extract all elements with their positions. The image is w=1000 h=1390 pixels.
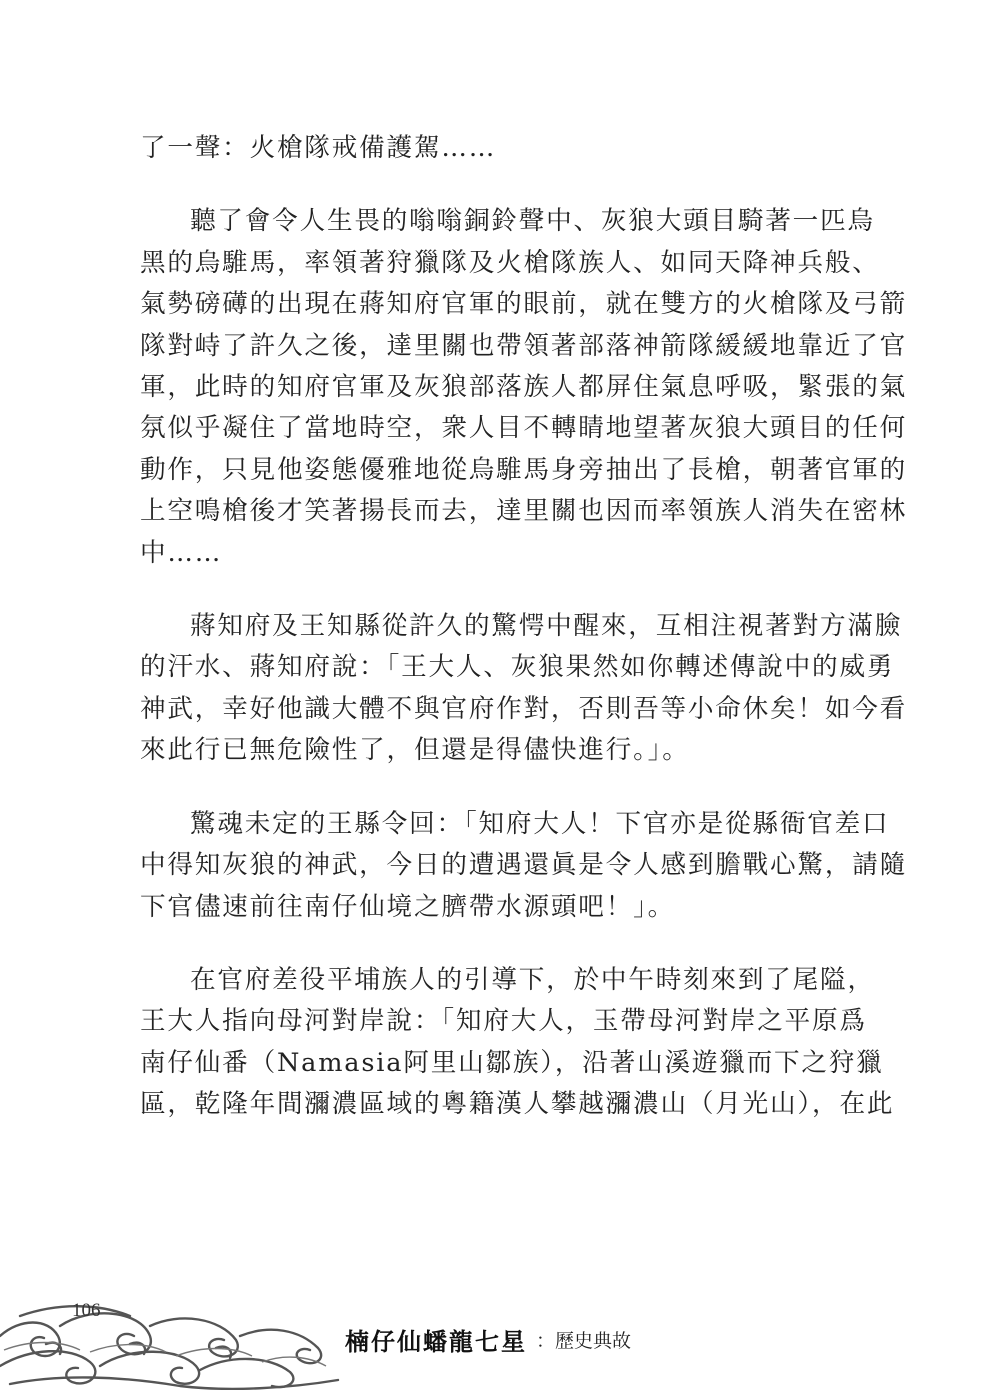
paragraph-5 [140,960,895,1126]
text-line: 中…… [140,537,223,568]
paragraph-4 [140,804,908,928]
page-body [140,128,908,1158]
text-line: 南仔仙番（Namasia阿里山鄒族），沿著山溪遊獵而下之狩獵 [140,1047,884,1078]
text-line: 蔣知府及王知縣從許久的驚愕中醒來，互相注視著對方滿臉 [190,611,903,642]
wave-ornament-icon [0,1296,340,1390]
text-line: 軍，此時的知府官軍及灰狼部落族人都屏住氣息呼吸，緊張的氣 [140,372,908,403]
text-line: 聽了會令人生畏的嗡嗡銅鈴聲中、灰狼大頭目騎著一匹烏 [190,206,875,237]
text-line: 隊對峙了許久之後，達里關也帶領著部落神箭隊緩緩地靠近了官 [140,330,908,361]
text-line: 區，乾隆年間瀰濃區域的粵籍漢人攀越瀰濃山（月光山），在此 [140,1089,895,1120]
text-line: 氛似乎凝住了當地時空，衆人目不轉睛地望著灰狼大頭目的任何 [140,413,908,444]
text-line: 中得知灰狼的神武，今日的遭遇還眞是令人感到膽戰心驚，請隨 [140,850,908,881]
book-subtitle: ：歷史典故 [536,1330,632,1352]
paragraph-3 [140,606,908,772]
page-number: 106 [72,1300,101,1321]
text-line: 動作，只見他姿態優雅地從烏騅馬身旁抽出了長槍，朝著官軍的 [140,454,908,485]
text-line: 上空鳴槍後才笑著揚長而去，達里關也因而率領族人消失在密林 [140,496,908,527]
text-line: 了一聲：火槍隊戒備護駕…… [140,133,497,163]
text-line: 來此行已無危險性了，但還是得儘快進行。」。 [140,735,690,766]
text-line: 神武，幸好他識大體不與官府作對，否則吾等小命休矣！如今看 [140,693,908,724]
text-line: 的汗水、蔣知府說：「王大人、灰狼果然如你轉述傳說中的威勇 [140,652,895,683]
text-line: 黑的烏騅馬，率領著狩獵隊及火槍隊族人、如同天降神兵般、 [140,247,880,278]
text-line: 驚魂未定的王縣令回：「知府大人！下官亦是從縣衙官差口 [190,808,890,839]
paragraph-1 [140,128,845,169]
text-line: 氣勢磅礡的出現在蔣知府官軍的眼前，就在雙方的火槍隊及弓箭 [140,289,908,320]
text-line: 在官府差役平埔族人的引導下，於中午時刻來到了尾隘， [190,964,875,995]
paragraph-2 [140,201,908,574]
book-title: 楠仔仙蟠龍七星 [345,1327,527,1356]
text-line: 王大人指向母河對岸說：「知府大人，玉帶母河對岸之平原爲 [140,1006,867,1037]
text-line: 下官儘速前往南仔仙境之臍帶水源頭吧！」。 [140,891,676,922]
